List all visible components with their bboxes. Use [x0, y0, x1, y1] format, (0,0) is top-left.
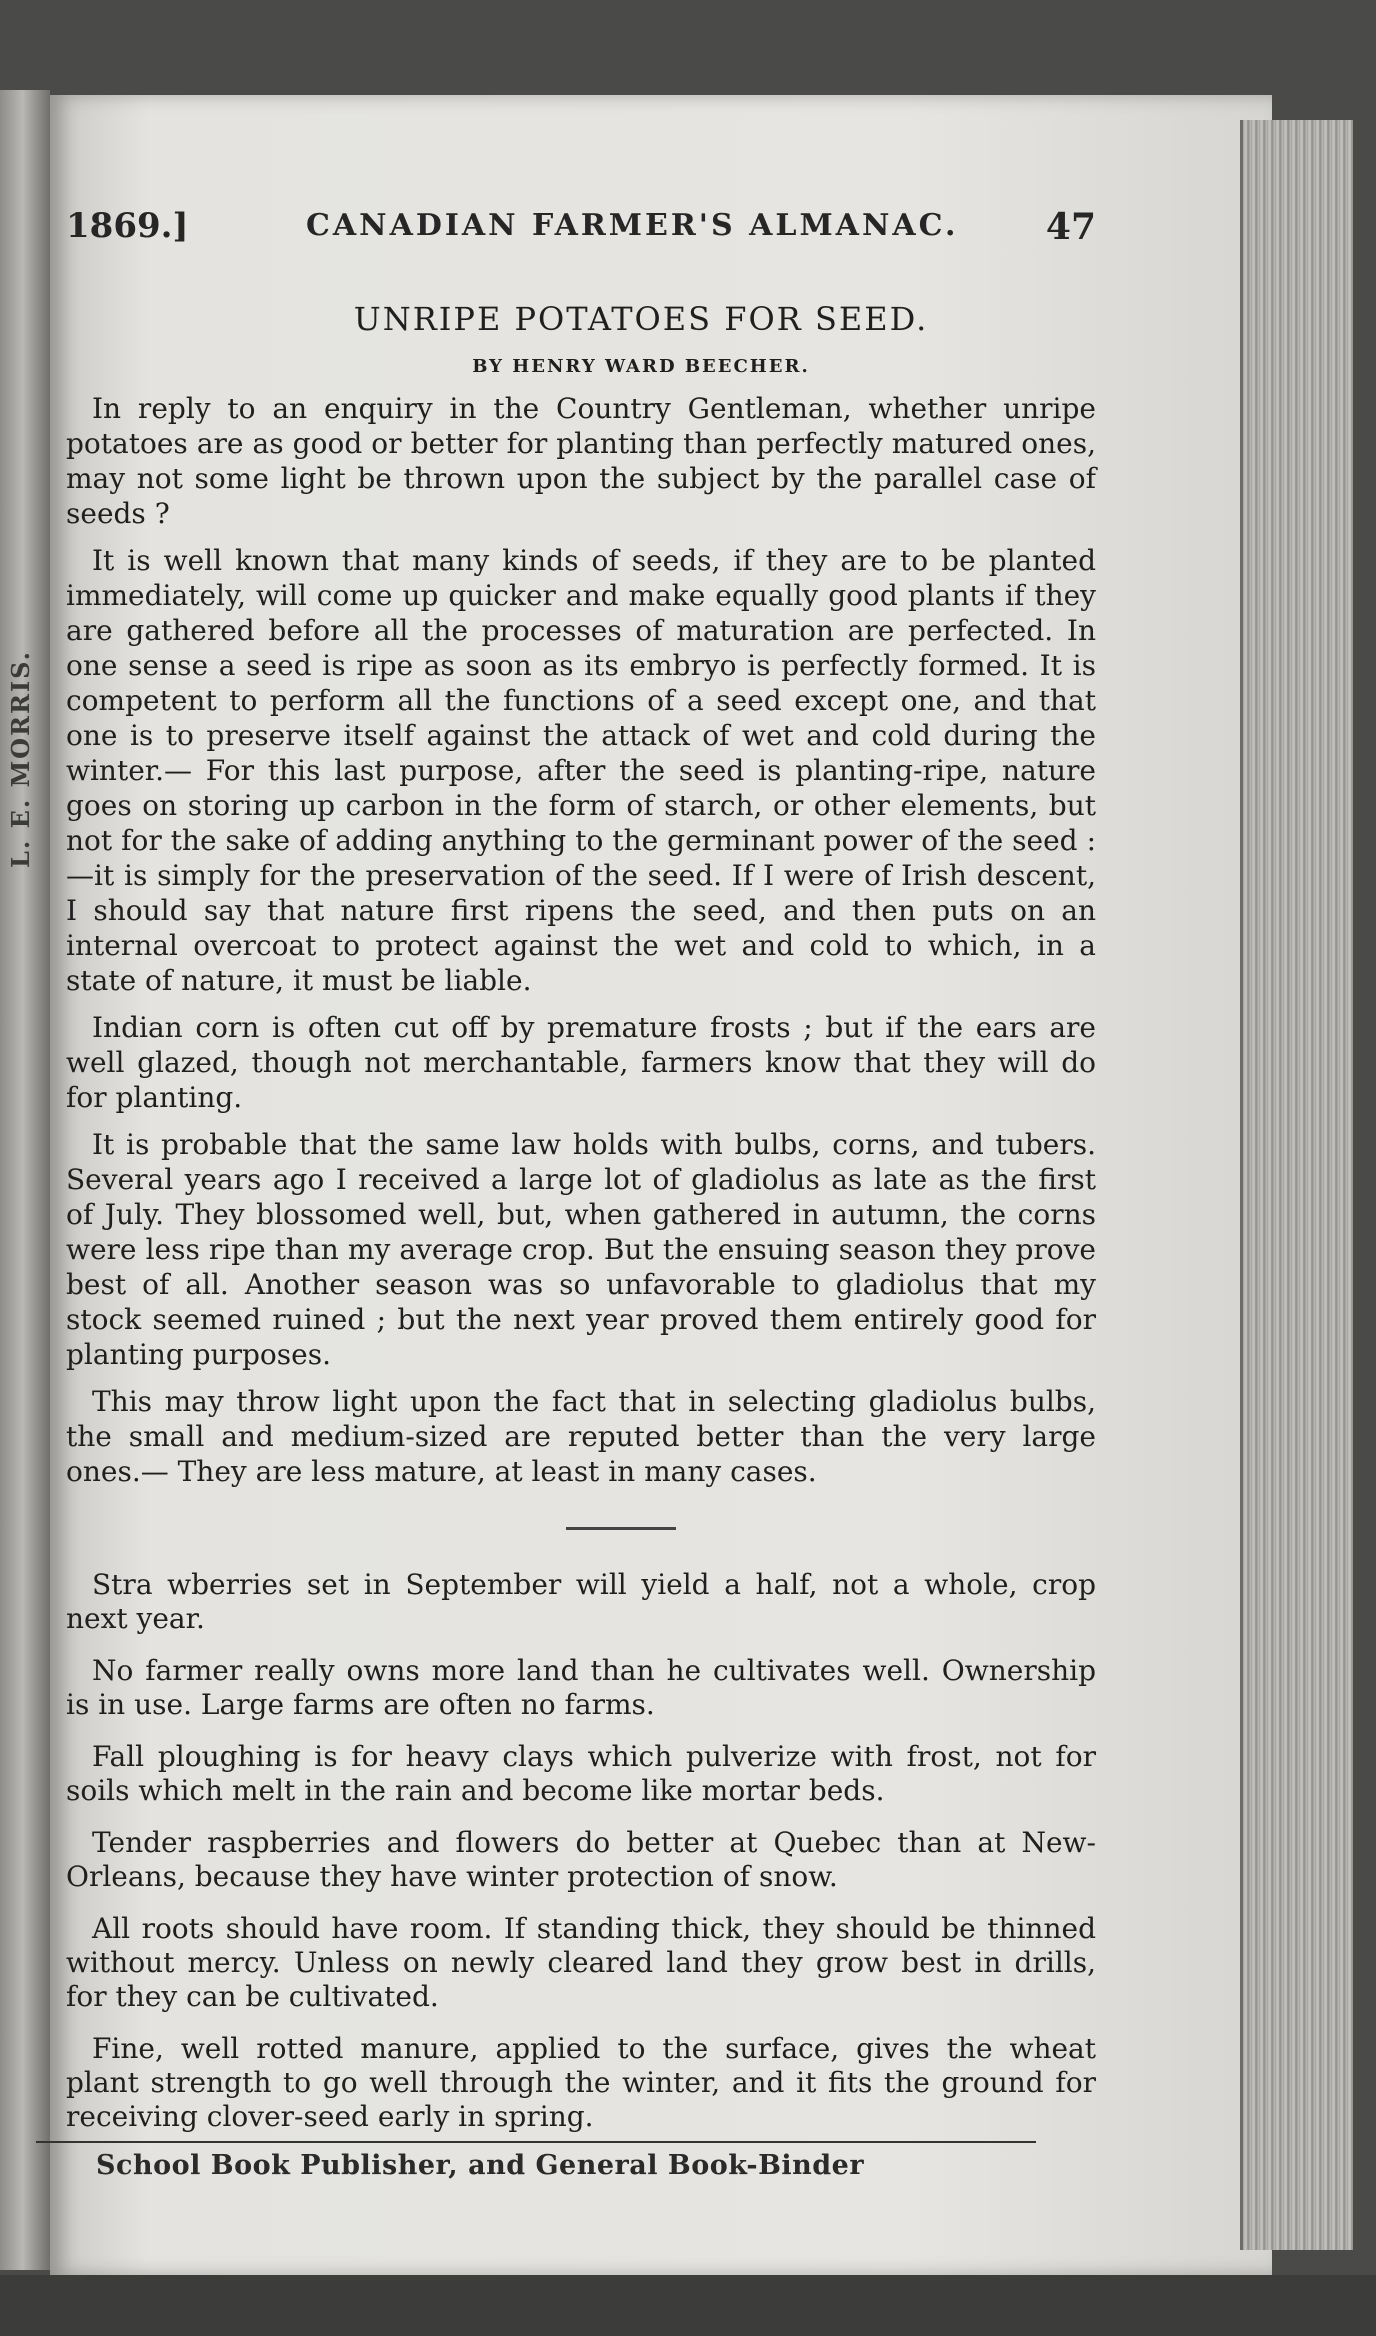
footer-rule [36, 2141, 1036, 2143]
background-bottom [0, 2275, 1376, 2336]
article-paragraph: It is probable that the same law holds with bulbs, corns, and tubers. Several years ago I received a large lot of gladiolus as late as the first of July. They blossomed well, but, when gathered in autumn, the corns were less ripe than my average crop. But the ensuing season they prove best of all. Another season was so unfavorable to gladiolus that my stock seemed ruined ; but the next year proved them entirely good for planting purposes. [66, 1128, 1096, 1371]
page-stack-edges [1240, 120, 1353, 2250]
article-paragraph: This may throw light upon the fact that in selecting gladiolus bulbs, the small and medium-sized are reputed better than the very large ones.— They are less mature, at least in many cases. [66, 1385, 1096, 1488]
page-content [66, 300, 1096, 2152]
section-divider [566, 1527, 676, 1530]
spine-text: L. E. MORRIS. [6, 650, 35, 869]
article-paragraph: In reply to an enquiry in the Country Gentleman, whether unripe potatoes are as good or better for planting than perfectly matured ones, may not some light be thrown upon the subject by the parallel case of seeds ? [66, 392, 1096, 530]
note-paragraph: No farmer really owns more land than he cultivates well. Ownership is in use. Large farms are often no farms. [66, 1654, 1096, 1721]
article-title: UNRIPE POTATOES FOR SEED. [353, 300, 929, 338]
note-paragraph: Fine, well rotted manure, applied to the surface, gives the wheat plant strength to go well through the winter, and it fits the ground for receiving clover-seed early in spring. [66, 2032, 1096, 2133]
facing-page-edge [0, 90, 50, 2270]
note-paragraph: All roots should have room. If standing thick, they should be thinned without mercy. Unless on newly cleared land they grow best in drills, for they can be cultivated. [66, 1912, 1096, 2013]
footer-advertisement: School Book Publisher, and General Book-Binder [96, 2150, 865, 2181]
article-paragraph: It is well known that many kinds of seeds, if they are to be planted immediately, will come up quicker and make equally good plants if they are gathered before all the processes of maturation are perfected. In one sense a seed is ripe as soon as its embryo is perfectly formed. It is competent to perform all the functions of a seed except one, and that one is to preserve itself against the attack of wet and cold during the winter.— For this last purpose, after the seed is planting-ripe, nature goes on storing up carbon in the form of starch, or other elements, but not for the sake of adding anything to the germinant power of the seed :—it is simply for the preservation of the seed. If I were of Irish descent, I should say that nature first ripens the seed, and then puts on an internal overcoat to protect against the wet and cold to which, in a state of nature, it must be liable. [66, 544, 1096, 997]
header-year: 1869.] [66, 206, 189, 246]
article-paragraph: Indian corn is often cut off by premature frosts ; but if the ears are well glazed, though not merchantable, farmers know that they will do for planting. [66, 1011, 1096, 1114]
running-head [66, 206, 1096, 256]
note-paragraph: Fall ploughing is for heavy clays which pulverize with frost, not for soils which melt in the rain and become like mortar beds. [66, 1740, 1096, 1807]
page-number: 47 [1045, 206, 1096, 248]
note-paragraph: Stra wberries set in September will yield a half, not a whole, crop next year. [66, 1568, 1096, 1635]
note-paragraph: Tender raspberries and flowers do better at Quebec than at New-Orleans, because they have winter protection of snow. [66, 1826, 1096, 1893]
article-byline: BY HENRY WARD BEECHER. [472, 356, 810, 377]
almanac-title: CANADIAN FARMER'S ALMANAC. [306, 208, 959, 243]
